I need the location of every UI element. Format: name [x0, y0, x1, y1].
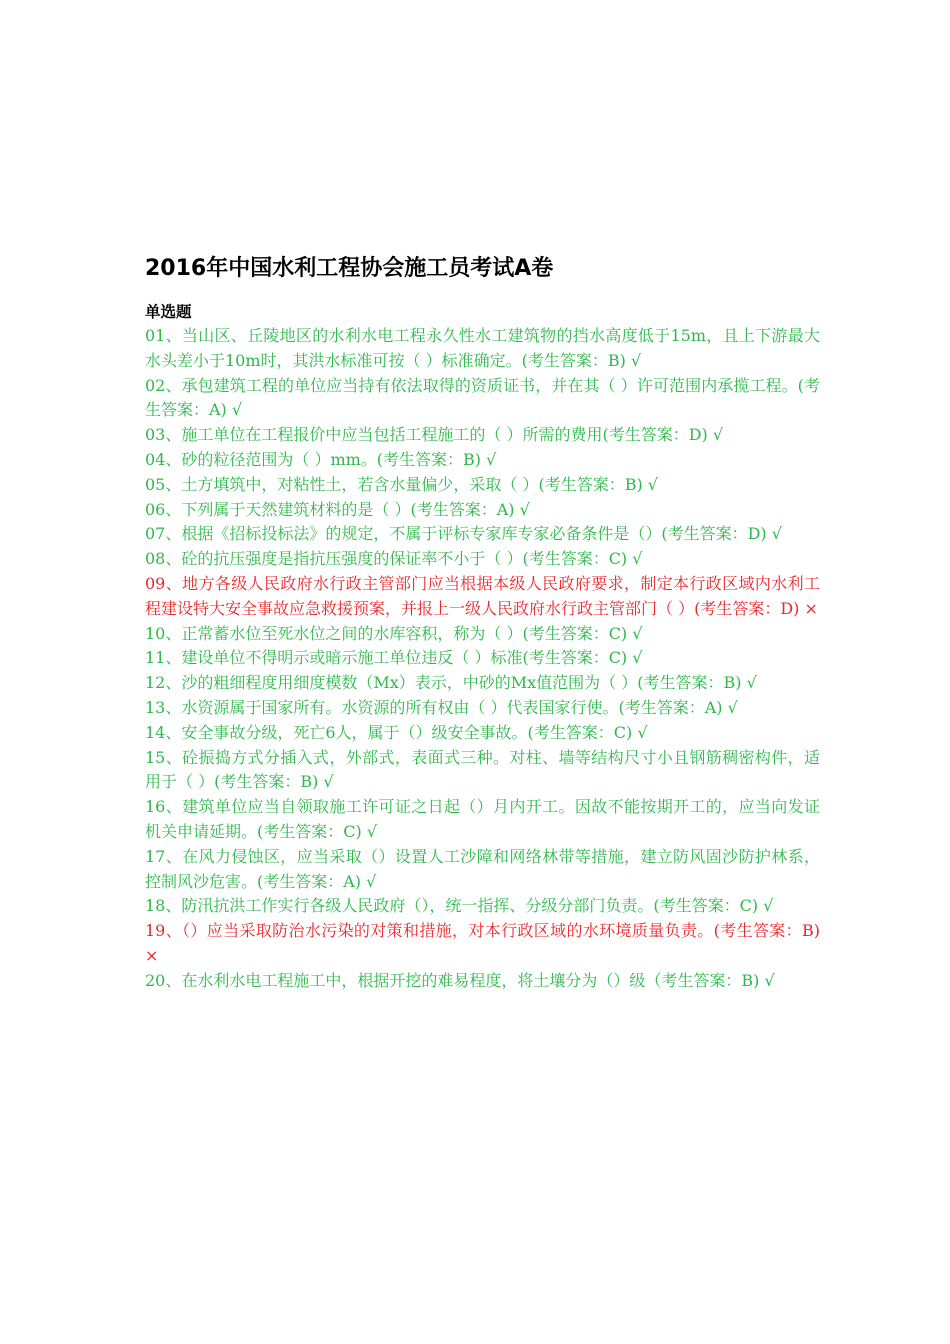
- question-item: 09、地方各级人民政府水行政主管部门应当根据本级人民政府要求，制定本行政区域内水利工程建设特大安全事故应急救援预案，并报上一级人民政府水行政主管部门（ ）(考生答案：D) ×: [145, 573, 820, 618]
- question-item: 11、建设单位不得明示或暗示施工单位违反（ ）标准(考生答案：C) √: [145, 648, 643, 668]
- question-item: 20、在水利水电工程施工中，根据开挖的难易程度，将土壤分为（）级（考生答案：B) √: [145, 970, 775, 990]
- question-item: 18、防汛抗洪工作实行各级人民政府（），统一指挥、分级分部门负责。(考生答案：C) √: [145, 896, 774, 916]
- exam-document: [145, 252, 820, 994]
- question-item: 10、正常蓄水位至死水位之间的水库容积，称为（ ）(考生答案：C) √: [145, 623, 643, 643]
- question-item: 19、（）应当采取防治水污染的对策和措施，对本行政区域的水环境质量负责。(考生答案：B) ×: [145, 921, 820, 965]
- question-item: 14、安全事故分级，死亡6人，属于（）级安全事故。(考生答案：C) √: [145, 722, 648, 742]
- section-heading: 单选题: [145, 303, 192, 321]
- question-item: 04、砂的粒径范围为（ ）mm。(考生答案：B) √: [145, 449, 497, 469]
- question-item: 12、沙的粗细程度用细度模数（Mx）表示，中砂的Mx值范围为（ ）(考生答案：B) √: [145, 673, 757, 693]
- question-item: 15、砼振捣方式分插入式，外部式，表面式三种。对柱、墙等结构尺寸小且钢筋稠密构件，适用于（ ）(考生答案：B) √: [145, 747, 820, 792]
- question-item: 08、砼的抗压强度是指抗压强度的保证率不小于（ ）(考生答案：C) √: [145, 549, 643, 569]
- question-item: 06、下列属于天然建筑材料的是（ ）(考生答案：A) √: [145, 499, 530, 519]
- question-item: 16、建筑单位应当自领取施工许可证之日起（）月内开工。因故不能按期开工的，应当向发证机关申请延期。(考生答案：C) √: [145, 797, 820, 841]
- question-item: 07、根据《招标投标法》的规定，不属于评标专家库专家必备条件是（）(考生答案：D) √: [145, 524, 782, 544]
- question-item: 01、当山区、丘陵地区的水利水电工程永久性水工建筑物的挡水高度低于15m，且上下游最大水头差小于10m时，其洪水标准可按（ ）标准确定。(考生答案：B) √: [145, 326, 820, 370]
- question-item: 17、在风力侵蚀区，应当采取（）设置人工沙障和网络林带等措施，建立防风固沙防护林系，控制风沙危害。(考生答案：A) √: [145, 846, 820, 891]
- question-list: [145, 324, 820, 994]
- question-item: 03、施工单位在工程报价中应当包括工程施工的（ ）所需的费用(考生答案：D) √: [145, 425, 724, 445]
- document-title: 2016年中国水利工程协会施工员考试A卷: [145, 256, 554, 281]
- question-item: 05、土方填筑中，对粘性土，若含水量偏少，采取（ ）(考生答案：B) √: [145, 474, 658, 494]
- question-item: 02、承包建筑工程的单位应当持有依法取得的资质证书，并在其（ ）许可范围内承揽工程。(考生答案：A) √: [145, 375, 820, 420]
- question-item: 13、水资源属于国家所有。水资源的所有权由（ ）代表国家行使。(考生答案：A) √: [145, 697, 738, 717]
